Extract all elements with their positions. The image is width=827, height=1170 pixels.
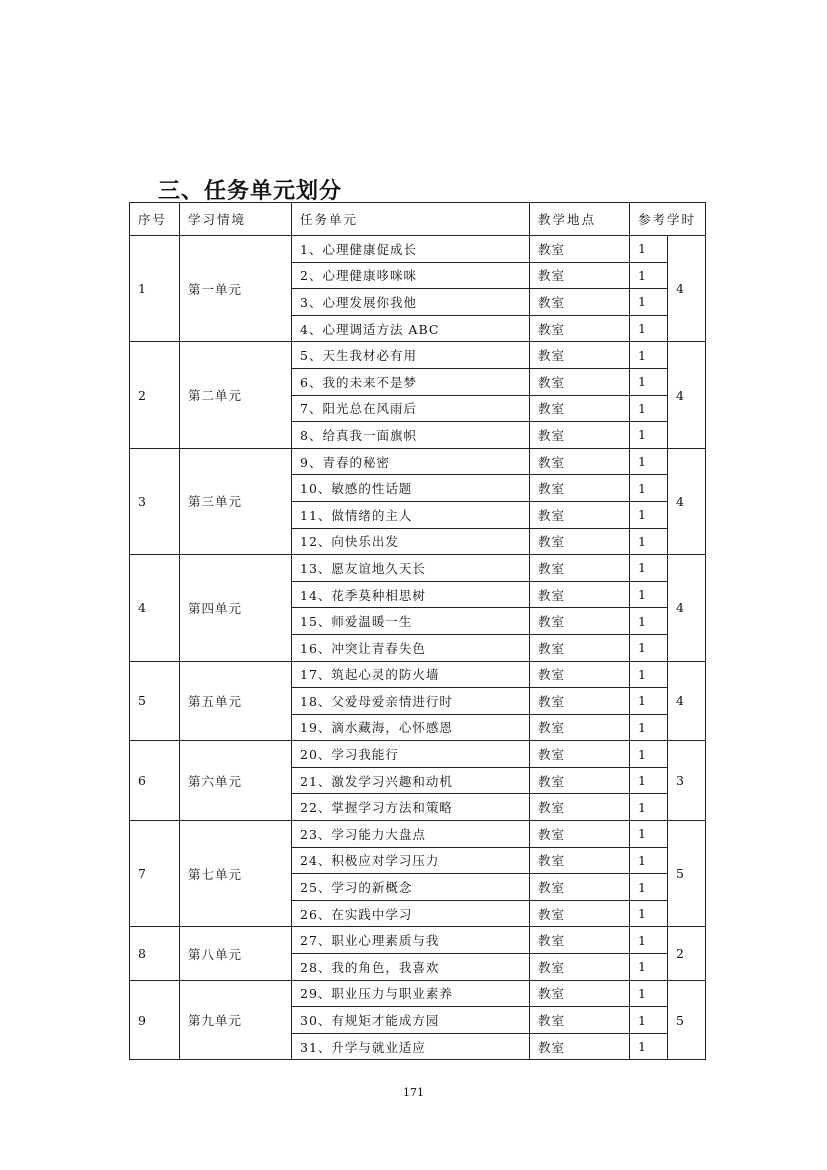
table-row [130, 448, 706, 475]
cell-hours: 1 [630, 927, 668, 954]
cell-place: 教室 [530, 581, 630, 608]
cell-hours: 1 [630, 1007, 668, 1034]
cell-place: 教室 [530, 688, 630, 715]
cell-hours: 1 [630, 422, 668, 449]
cell-hours: 1 [630, 448, 668, 475]
cell-total-hours: 5 [668, 821, 706, 927]
cell-total-hours: 4 [668, 448, 706, 554]
cell-task: 10、敏感的性话题 [292, 475, 530, 502]
header-situation: 学习情境 [180, 203, 292, 236]
cell-place: 教室 [530, 634, 630, 661]
cell-task: 22、掌握学习方法和策略 [292, 794, 530, 821]
page-number: 171 [403, 1086, 424, 1099]
cell-task: 20、学习我能行 [292, 741, 530, 768]
cell-hours: 1 [630, 634, 668, 661]
table-row [130, 980, 706, 1007]
cell-place: 教室 [530, 395, 630, 422]
cell-hours: 1 [630, 767, 668, 794]
header-hours: 参考学时 [630, 203, 706, 236]
table-row [130, 661, 706, 688]
table-row [130, 342, 706, 369]
cell-no: 4 [130, 555, 180, 661]
cell-no: 5 [130, 661, 180, 741]
cell-task: 7、阳光总在风雨后 [292, 395, 530, 422]
cell-hours: 1 [630, 954, 668, 981]
cell-task: 31、升学与就业适应 [292, 1033, 530, 1060]
cell-total-hours: 3 [668, 741, 706, 821]
section-title: 三、任务单元划分 [158, 178, 343, 204]
table-row [130, 927, 706, 954]
cell-total-hours: 2 [668, 927, 706, 980]
cell-place: 教室 [530, 661, 630, 688]
cell-place: 教室 [530, 368, 630, 395]
cell-place: 教室 [530, 714, 630, 741]
cell-no: 2 [130, 342, 180, 448]
cell-task: 26、在实践中学习 [292, 900, 530, 927]
cell-task: 3、心理发展你我他 [292, 289, 530, 316]
cell-place: 教室 [530, 555, 630, 582]
cell-task: 8、给真我一面旗帜 [292, 422, 530, 449]
cell-hours: 1 [630, 794, 668, 821]
task-unit-table [129, 202, 706, 1060]
cell-place: 教室 [530, 794, 630, 821]
table-row [130, 236, 706, 263]
cell-hours: 1 [630, 475, 668, 502]
cell-hours: 1 [630, 608, 668, 635]
cell-situation: 第一单元 [180, 236, 292, 342]
cell-task: 28、我的角色，我喜欢 [292, 954, 530, 981]
cell-situation: 第三单元 [180, 448, 292, 554]
header-no: 序号 [130, 203, 180, 236]
cell-place: 教室 [530, 528, 630, 555]
header-task: 任务单元 [292, 203, 530, 236]
cell-place: 教室 [530, 980, 630, 1007]
cell-place: 教室 [530, 954, 630, 981]
cell-task: 16、冲突让青春失色 [292, 634, 530, 661]
cell-no: 8 [130, 927, 180, 980]
cell-hours: 1 [630, 342, 668, 369]
cell-hours: 1 [630, 688, 668, 715]
cell-place: 教室 [530, 262, 630, 289]
table-row [130, 821, 706, 848]
cell-place: 教室 [530, 236, 630, 263]
cell-hours: 1 [630, 874, 668, 901]
cell-hours: 1 [630, 1033, 668, 1060]
cell-task: 9、青春的秘密 [292, 448, 530, 475]
cell-situation: 第四单元 [180, 555, 292, 661]
cell-total-hours: 4 [668, 236, 706, 342]
cell-situation: 第二单元 [180, 342, 292, 448]
cell-task: 19、滴水藏海，心怀感恩 [292, 714, 530, 741]
cell-place: 教室 [530, 874, 630, 901]
cell-task: 23、学习能力大盘点 [292, 821, 530, 848]
cell-situation: 第七单元 [180, 821, 292, 927]
cell-situation: 第九单元 [180, 980, 292, 1060]
cell-hours: 1 [630, 262, 668, 289]
cell-total-hours: 4 [668, 342, 706, 448]
table-header-row [130, 203, 706, 236]
table-row [130, 555, 706, 582]
header-place: 教学地点 [530, 203, 630, 236]
cell-hours: 1 [630, 315, 668, 342]
cell-place: 教室 [530, 315, 630, 342]
cell-no: 3 [130, 448, 180, 554]
cell-task: 25、学习的新概念 [292, 874, 530, 901]
cell-hours: 1 [630, 714, 668, 741]
cell-hours: 1 [630, 528, 668, 555]
cell-hours: 1 [630, 821, 668, 848]
cell-situation: 第八单元 [180, 927, 292, 980]
cell-situation: 第六单元 [180, 741, 292, 821]
cell-place: 教室 [530, 741, 630, 768]
cell-situation: 第五单元 [180, 661, 292, 741]
cell-place: 教室 [530, 475, 630, 502]
cell-task: 6、我的未来不是梦 [292, 368, 530, 395]
cell-place: 教室 [530, 1033, 630, 1060]
cell-hours: 1 [630, 581, 668, 608]
cell-hours: 1 [630, 847, 668, 874]
cell-task: 12、向快乐出发 [292, 528, 530, 555]
cell-hours: 1 [630, 395, 668, 422]
cell-place: 教室 [530, 821, 630, 848]
cell-hours: 1 [630, 661, 668, 688]
cell-total-hours: 4 [668, 555, 706, 661]
cell-hours: 1 [630, 741, 668, 768]
cell-task: 13、愿友谊地久天长 [292, 555, 530, 582]
cell-place: 教室 [530, 847, 630, 874]
cell-hours: 1 [630, 289, 668, 316]
cell-hours: 1 [630, 980, 668, 1007]
cell-task: 27、职业心理素质与我 [292, 927, 530, 954]
cell-place: 教室 [530, 1007, 630, 1034]
cell-task: 29、职业压力与职业素养 [292, 980, 530, 1007]
cell-total-hours: 4 [668, 661, 706, 741]
cell-hours: 1 [630, 236, 668, 263]
cell-task: 21、激发学习兴趣和动机 [292, 767, 530, 794]
cell-place: 教室 [530, 927, 630, 954]
cell-task: 17、筑起心灵的防火墙 [292, 661, 530, 688]
cell-task: 1、心理健康促成长 [292, 236, 530, 263]
cell-place: 教室 [530, 448, 630, 475]
cell-hours: 1 [630, 555, 668, 582]
cell-task: 15、师爱温暖一生 [292, 608, 530, 635]
cell-hours: 1 [630, 368, 668, 395]
cell-no: 9 [130, 980, 180, 1060]
table-body [130, 236, 706, 1060]
cell-place: 教室 [530, 501, 630, 528]
cell-task: 11、做情绪的主人 [292, 501, 530, 528]
cell-no: 1 [130, 236, 180, 342]
cell-task: 14、花季莫种相思树 [292, 581, 530, 608]
cell-place: 教室 [530, 422, 630, 449]
cell-hours: 1 [630, 900, 668, 927]
cell-place: 教室 [530, 900, 630, 927]
table-row [130, 741, 706, 768]
cell-place: 教室 [530, 342, 630, 369]
cell-no: 6 [130, 741, 180, 821]
cell-task: 30、有规矩才能成方园 [292, 1007, 530, 1034]
cell-hours: 1 [630, 501, 668, 528]
cell-place: 教室 [530, 608, 630, 635]
cell-task: 24、积极应对学习压力 [292, 847, 530, 874]
cell-place: 教室 [530, 767, 630, 794]
cell-no: 7 [130, 821, 180, 927]
cell-task: 5、天生我材必有用 [292, 342, 530, 369]
cell-task: 4、心理调适方法 ABC [292, 315, 530, 342]
cell-task: 2、心理健康哆咪咪 [292, 262, 530, 289]
cell-total-hours: 5 [668, 980, 706, 1060]
cell-place: 教室 [530, 289, 630, 316]
cell-task: 18、父爱母爱亲情进行时 [292, 688, 530, 715]
